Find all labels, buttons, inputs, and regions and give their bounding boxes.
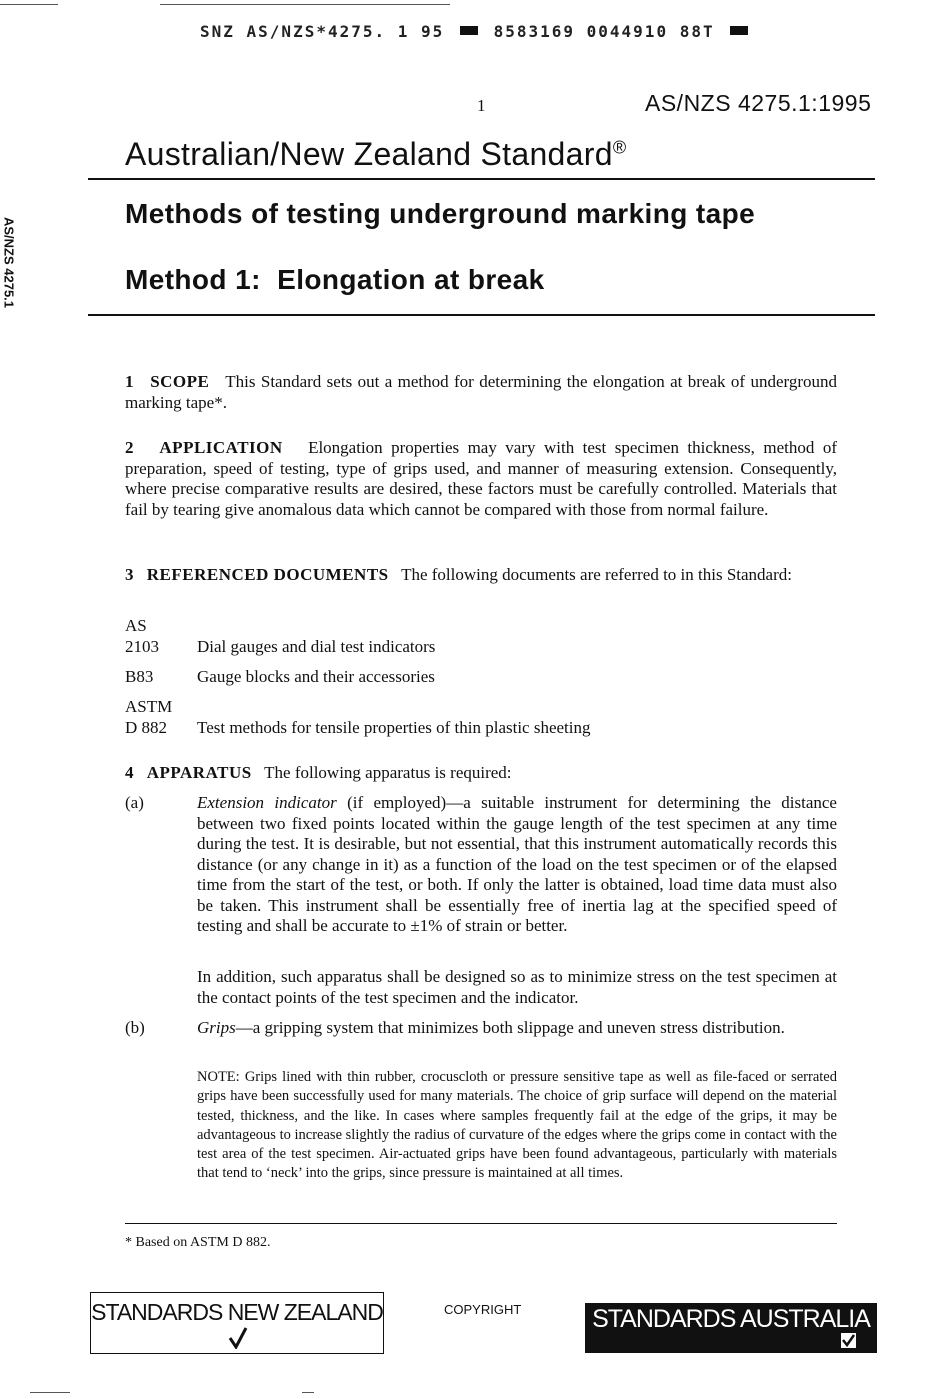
apparatus-heading: APPARATUS [146, 763, 252, 782]
ref-code: D 882 [125, 718, 168, 737]
apparatus-item-a-term: Extension indicator [197, 793, 337, 812]
scan-header [200, 22, 752, 41]
scan-header-part1: SNZ AS/NZS*4275. [200, 22, 387, 41]
section-referenced [125, 565, 837, 586]
ref-title: Dial gauges and dial test indicators [197, 637, 436, 656]
side-label: AS/NZS 4275.1 [1, 216, 17, 309]
apparatus-item-b-text: —a gripping system that minimizes both slippage and uneven stress distribution. [235, 1018, 785, 1037]
scan-header-part3: 8583169 0044910 88T [493, 22, 715, 41]
apparatus-number: 4 [125, 763, 134, 782]
ref-title: Test methods for tensile properties of thin plastic sheeting [197, 718, 591, 737]
top-edge-line-left [0, 4, 58, 5]
title-rule-bottom [88, 314, 875, 316]
footnote-rule [125, 1223, 837, 1224]
ref-group-as: AS [125, 616, 147, 635]
apparatus-item-a-text: (if employed)—a suitable instrument for determining the distance between two fixed points located within the gauge length of the test specimen at any time during the test. It is desirable, but not essential, that this instrument automatically records this distance (or any change in it) as a function of the load on the test specimen or of the elapsed time from the start of the test, or both. If only the latter is obtained, load time data must also be taken. This instrument shall be essentially free of inertia lag at the specified speed of testing and shall be accurate to ±1% of strain or better. [197, 793, 837, 935]
footnote: * Based on ASTM D 882. [125, 1235, 271, 1250]
application-number: 2 [125, 438, 134, 457]
copyright-label: COPYRIGHT [444, 1302, 522, 1317]
application-heading: APPLICATION [159, 438, 283, 457]
referenced-number: 3 [125, 565, 134, 584]
scan-header-part2: 1 95 [397, 22, 445, 41]
document-title: Methods of testing underground marking tape [125, 198, 756, 229]
title-rule-top [88, 178, 875, 180]
ref-group-astm: ASTM [125, 697, 173, 716]
apparatus-item-b [197, 1018, 837, 1039]
referenced-text: The following documents are referred to in this Standard: [401, 565, 792, 584]
scope-text: This Standard sets out a method for determining the elongation at break of underground marking tape*. [125, 372, 838, 412]
section-application [125, 438, 837, 520]
apparatus-text: The following apparatus is required: [264, 763, 512, 782]
apparatus-item-label-a: (a) [125, 793, 144, 812]
scan-block-mark [460, 26, 478, 35]
ref-title: Gauge blocks and their accessories [197, 667, 435, 686]
document-subtitle: Method 1: Elongation at break [125, 264, 545, 295]
bottom-edge-line-center [302, 1392, 314, 1393]
section-scope [125, 372, 837, 413]
tick-box-icon [841, 1333, 856, 1348]
registered-mark: ® [612, 137, 627, 158]
application-text: Elongation properties may vary with test specimen thickness, method of preparation, speed of testing, type of grips used, and manner of measuring extension. Consequently, where precise comparative results are desired, these factors must be carefully controlled. Materials that fail by tearing give anomalous data which cannot be compared with those from normal failure. [125, 438, 838, 519]
apparatus-item-b-note: NOTE: Grips lined with thin rubber, crocuscloth or pressure sensitive tape as well as file-faced or serrated grips have been successfully used for many materials. The choice of grip surface will depend on the material tested, thickness, and the like. In cases where samples frequently fail at the edge of the grips, it may be advantageous to increase slightly the radius of curvature of the edges where the grips come in contact with the test area of the test specimen. Air-actuated grips have been found advantageous, particularly with materials that tend to ‘neck’ into the grips, since pressure is maintained at all times. [197, 1069, 837, 1182]
ref-code: 2103 [125, 637, 159, 656]
series-title-text: Australian/New Zealand Standard [125, 136, 613, 172]
referenced-heading: REFERENCED DOCUMENTS [146, 565, 389, 584]
standards-nz-logo [90, 1292, 384, 1354]
scope-heading: SCOPE [150, 372, 210, 391]
top-edge-line-center [160, 4, 450, 5]
ref-code: B83 [125, 667, 154, 686]
page-number: 1 [477, 96, 486, 115]
standards-australia-logo-text: STANDARDS AUSTRALIA [592, 1305, 870, 1333]
apparatus-item-label-b: (b) [125, 1018, 145, 1037]
bottom-edge-line-left [30, 1392, 70, 1393]
apparatus-item-a [197, 793, 837, 937]
standard-code: AS/NZS 4275.1:1995 [645, 90, 872, 116]
tick-icon [228, 1327, 248, 1349]
scan-block-mark-end [730, 26, 748, 35]
series-title [125, 136, 626, 173]
standards-australia-logo [585, 1303, 877, 1353]
standards-nz-logo-text: STANDARDS NEW ZEALAND [91, 1299, 383, 1325]
apparatus-item-a-extra: In addition, such apparatus shall be designed so as to minimize stress on the test specimen at the contact points of the test specimen and the indicator. [197, 967, 837, 1007]
apparatus-item-b-term: Grips [197, 1018, 236, 1037]
scope-number: 1 [125, 372, 134, 391]
section-apparatus [125, 763, 837, 784]
